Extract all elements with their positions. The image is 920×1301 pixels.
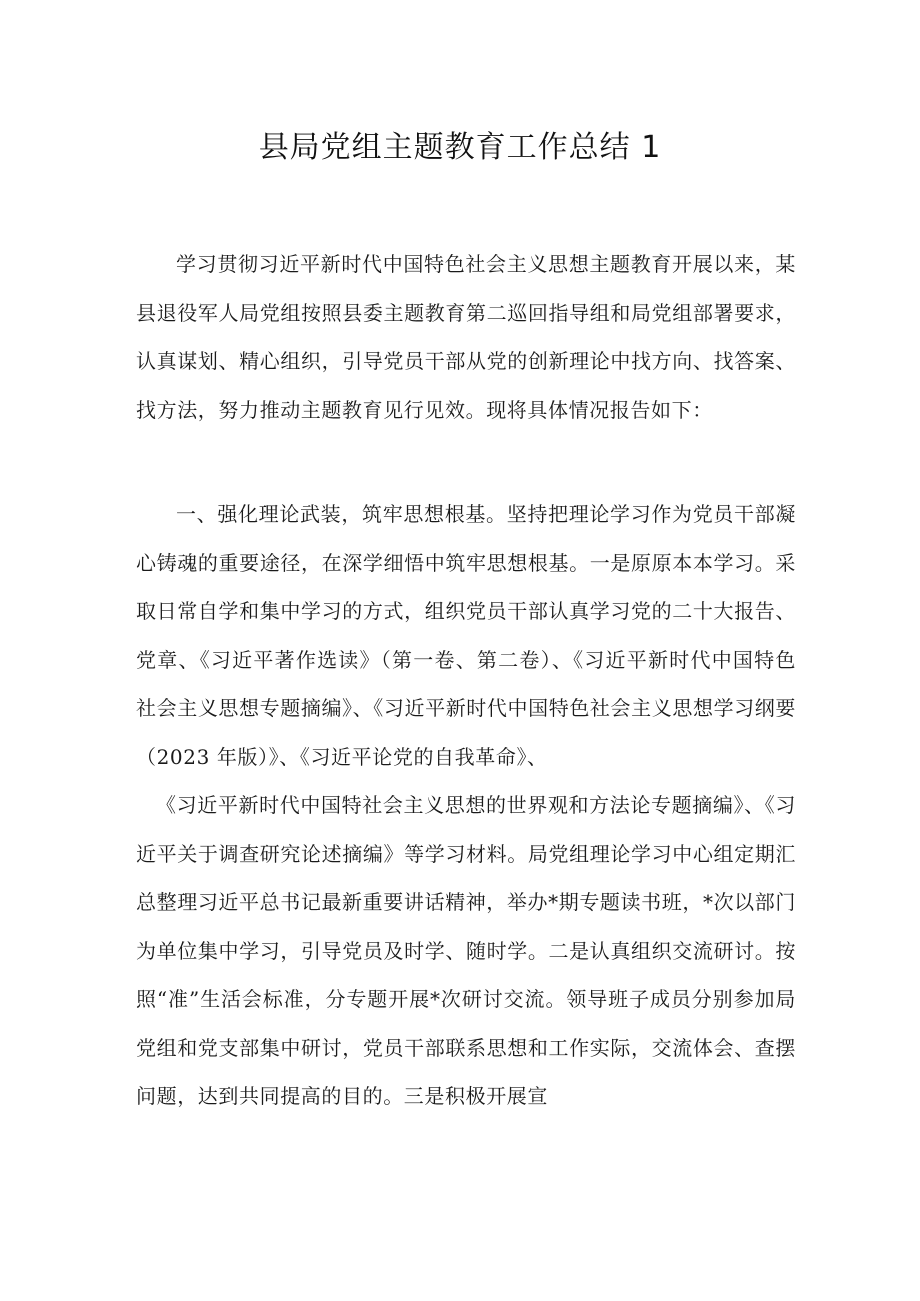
paragraph-section-one-text: 一、强化理论武装，筑牢思想根基。坚持把理论学习作为党员干部凝心铸魂的重要途径，在深学细悟中筑牢思想根基。一是原原本本学习。采取日常自学和集中学习的方式，组织党员干部认真学习党的二十大报告、党章、《习近平著作选读》（第一卷、第二卷）、《习近平新时代中国特色社会主义思想专题摘编》、《习近平新时代中国特色社会主义思想学习纲要（2023 年版）》、《习近平论党的自我革命》、 [136,502,796,769]
document-title: 县局党组主题教育工作总结 1 [258,130,662,165]
paragraph-section-one-continued: 《习近平新时代中国特社会主义思想的世界观和方法论专题摘编》、《习近平关于调查研究论述摘编》等学习材料。局党组理论学习中心组定期汇总整理习近平总书记最新重要讲话精神，举办*期专题读书班，*次以部门为单位集中学习，引导党员及时学、随时学。二是认真组织交流研讨。按照“准”生活会标准，分专题开展*次研讨交流。领导班子成员分别参加局党组和党支部集中研讨，党员干部联系思想和工作实际，交流体会、查摆问题，达到共同提高的目的。三是积极开展宣 [136,793,796,1108]
paragraph-intro: 学习贯彻习近平新时代中国特色社会主义思想主题教育开展以来，某县退役军人局党组按照县委主题教育第二巡回指导组和局党组部署要求，认真谋划、精心组织，引导党员干部从党的创新理论中找方向、找答案、找方法，努力推动主题教育见行见效。现将具体情况报告如下： [136,252,796,422]
paragraph-section-one [136,490,796,1121]
